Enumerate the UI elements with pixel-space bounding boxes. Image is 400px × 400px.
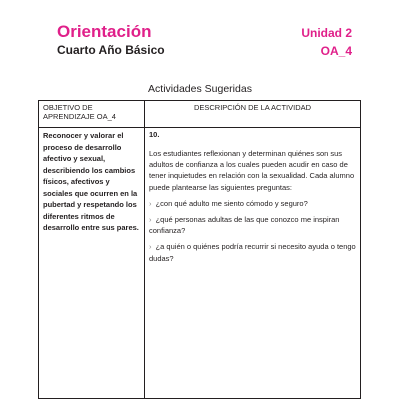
- objective-column-header: OBJETIVO DE APRENDIZAJE OA_4: [39, 101, 145, 128]
- bullet-icon: ›: [149, 198, 152, 208]
- question-text: ¿a quién o quiénes podría recurrir si necesito ayuda o tengo dudas?: [149, 242, 356, 263]
- activity-intro: Los estudiantes reflexionan y determinan quiénes son sus adultos de confianza a los cuales pueden acudir en caso de tener inquietudes en relación con la sexualidad. Cada alumno puede plantearse las siguientes preguntas:: [149, 149, 355, 192]
- grade-subtitle: Cuarto Año Básico: [57, 43, 165, 57]
- activities-table: [38, 100, 361, 399]
- question-item: [149, 214, 356, 236]
- question-text: ¿con qué adulto me siento cómodo y seguro?: [155, 198, 308, 208]
- page-title: Orientación: [57, 22, 152, 41]
- table-row: [39, 128, 361, 399]
- bullet-icon: ›: [149, 242, 152, 252]
- question-text: ¿qué personas adultas de las que conozco me inspiran confianza?: [149, 215, 340, 236]
- description-column-header: DESCRIPCIÓN DE LA ACTIVIDAD: [145, 101, 361, 128]
- objective-cell: [39, 128, 145, 399]
- objective-text: Reconocer y valorar el proceso de desarrollo afectivo y sexual, describiendo los cambios físicos, afectivos y sociales que ocurren en la pubertad y respetando los diferentes ritmos de desarrollo entre sus pares.: [43, 131, 139, 232]
- question-item: [149, 241, 356, 263]
- unit-label: Unidad 2: [301, 26, 352, 40]
- section-title: Actividades Sugeridas: [148, 83, 252, 95]
- question-item: [149, 198, 356, 209]
- activity-cell: [145, 128, 361, 399]
- table-header-row: [39, 101, 361, 128]
- bullet-icon: ›: [149, 215, 152, 225]
- objective-code: OA_4: [320, 44, 352, 58]
- activity-number: 10.: [149, 130, 160, 139]
